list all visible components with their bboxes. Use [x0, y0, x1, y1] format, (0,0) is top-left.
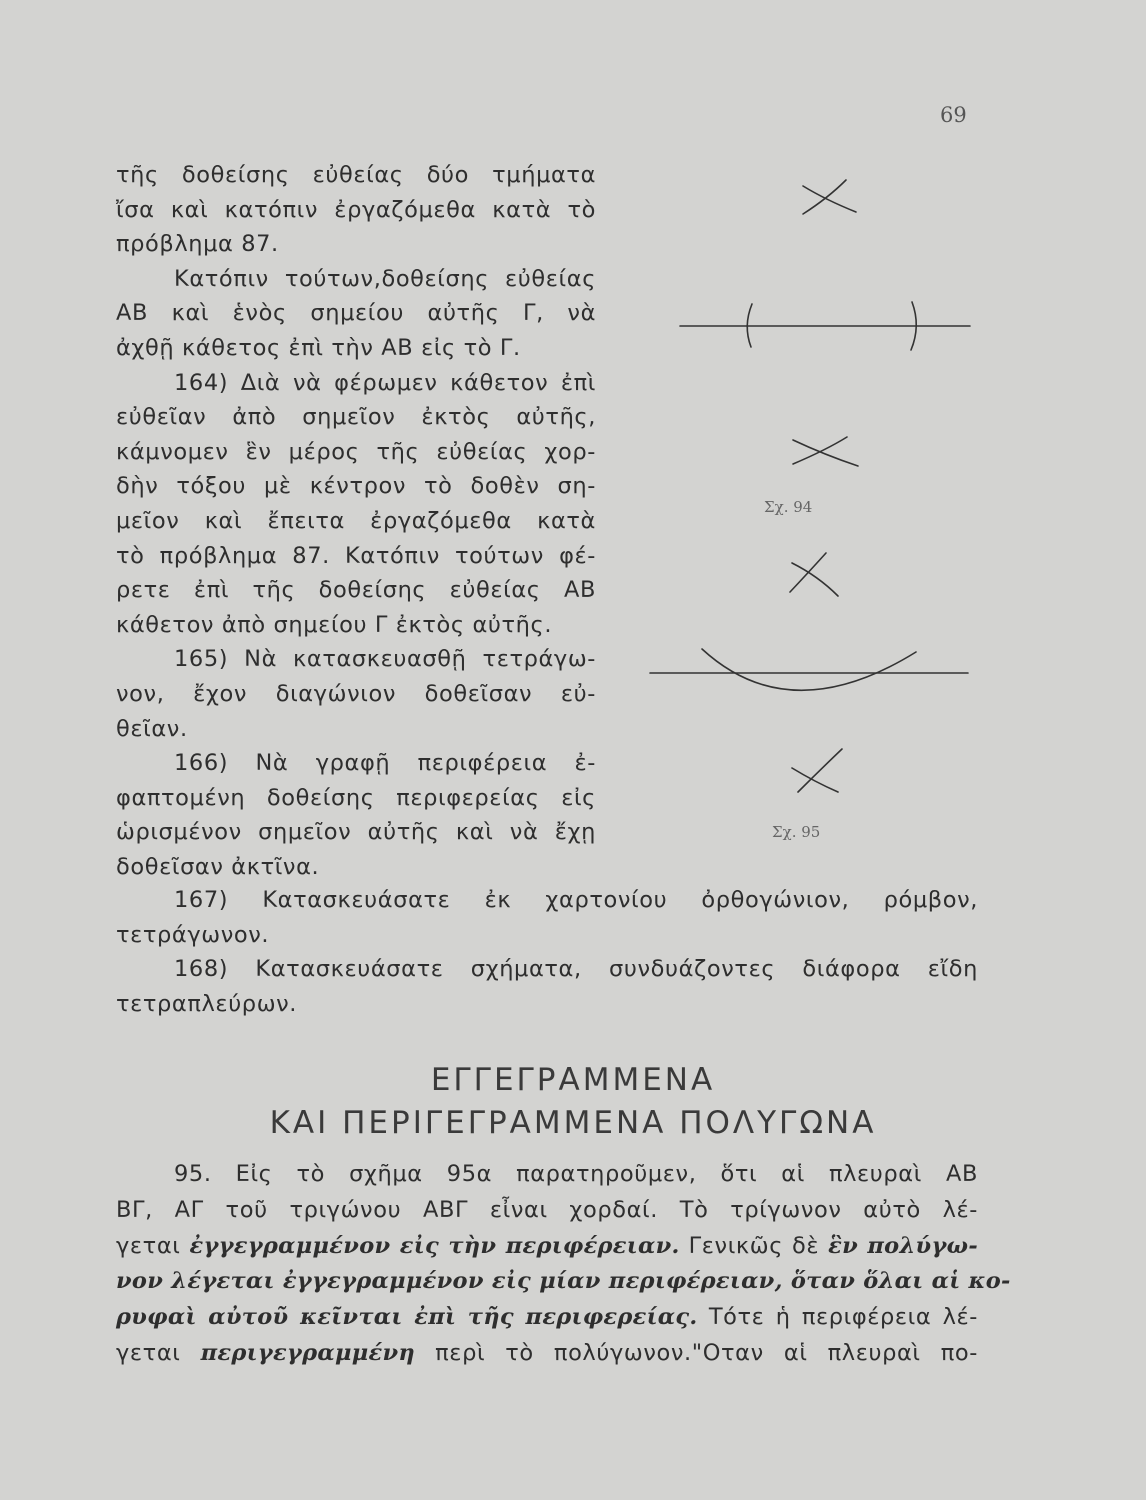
arc-cross-lower	[792, 749, 842, 792]
text-line: 95. Εἰς τὸ σχῆμα 95α παρατηροῦμεν, ὅτι αἱ πλευραὶ ΑΒ	[174, 1161, 978, 1187]
text-line: μεῖον καὶ ἔπειτα ἐργαζόμεθα κατὰ	[116, 507, 596, 534]
text-line: ἀχθῇ κάθετος ἐπὶ τὴν ΑΒ εἰς τὸ Γ.	[116, 334, 521, 361]
text-line: τῆς δοθείσης εὐθείας δύο τμήματα	[116, 162, 596, 188]
text-line	[116, 1300, 978, 1336]
text-line: ἴσα καὶ κατόπιν ἐργαζόμεθα κατὰ τὸ	[116, 196, 596, 223]
text-line: ΒΓ, ΑΓ τοῦ τριγώνου ΑΒΓ εἶναι χορδαί. Τὸ τρίγωνον αὐτὸ λέ-	[116, 1196, 978, 1223]
text-line: νον, ἔχον διαγώνιον δοθεῖσαν εὐ-	[116, 680, 596, 707]
figure-94-caption: Σχ. 94	[764, 498, 813, 516]
text-line: κάθετον ἀπὸ σημείου Γ ἐκτὸς αὐτῆς.	[116, 611, 553, 638]
arc-cross-top	[803, 180, 856, 214]
text-line	[116, 1229, 978, 1265]
text-line: κάμνομεν ἓν μέρος τῆς εὐθείας χορ-	[116, 438, 596, 465]
text-line: 168) Κατασκευάσατε σχήματα, συνδυάζοντες διάφορα εἴδη	[174, 956, 978, 983]
text-line: ρετε ἐπὶ τῆς δοθείσης εὐθείας ΑΒ	[116, 577, 596, 604]
emphasis-text: ρυφαὶ αὐτοῦ κεῖνται ἐπὶ τῆς περιφερείας.	[116, 1304, 698, 1331]
text-run: Γενικῶς δὲ	[679, 1232, 829, 1259]
arc-cross-bottom	[793, 437, 858, 466]
emphasis-line: νον λέγεται ἐγγεγραμμένον εἰς μίαν περιφέρειαν, ὅταν ὅλαι αἱ κο-	[116, 1268, 1011, 1295]
text-line: τετράγωνον.	[116, 921, 270, 948]
text-line	[116, 1336, 978, 1372]
exercise-block	[116, 883, 978, 1021]
emphasis-text: περιγεγραμμένη	[200, 1339, 416, 1366]
text-line: Κατόπιν τούτων,δοθείσης εὐθείας	[174, 265, 596, 292]
section-heading-line1: ΕΓΓΕΓΡΑΜΜΕΝΑ	[430, 1062, 716, 1098]
text-line: 165) Νὰ κατασκευασθῇ τετράγω-	[174, 646, 596, 673]
text-line: φαπτομένη δοθείσης περιφερείας εἰς	[116, 784, 596, 811]
text-line: θεῖαν.	[116, 715, 188, 742]
arc-cross-upper	[790, 553, 838, 596]
text-line: τὸ πρόβλημα 87. Κατόπιν τούτων φέ-	[116, 542, 596, 569]
text-line: δοθεῖσαν ἀκτῖνα.	[116, 853, 320, 880]
page-number: 69	[940, 103, 967, 127]
text-run: γεται	[116, 1232, 190, 1259]
paragraph-95	[116, 1157, 1011, 1372]
text-line: πρόβλημα 87.	[116, 231, 279, 258]
emphasis-text: ἓν πολύγω-	[828, 1232, 978, 1259]
section-heading-line2: ΚΑΙ ΠΕΡΙΓΕΓΡΑΜΜΕΝΑ ΠΟΛΥΓΩΝΑ	[269, 1105, 877, 1141]
text-line: 167) Κατασκευάσατε ἐκ χαρτονίου ὀρθογώνιον, ρόμβον,	[174, 887, 978, 913]
text-run: περὶ τὸ πολύγωνον."Οταν αἱ πλευραὶ πο-	[415, 1339, 978, 1366]
text-line: ΑΒ καὶ ἑνὸς σημείου αὐτῆς Γ, νὰ	[116, 300, 596, 327]
text-line: εὐθεῖαν ἀπὸ σημεῖον ἐκτὸς αὐτῆς,	[116, 404, 596, 431]
emphasis-text: ἐγγεγραμμένον εἰς τὴν περιφέρειαν.	[189, 1232, 680, 1259]
text-line: ὡρισμένον σημεῖον αὐτῆς καὶ νὰ ἔχῃ	[116, 819, 596, 846]
text-line: 164) Διὰ νὰ φέρωμεν κάθετον ἐπὶ	[174, 369, 596, 396]
text-line: 166) Νὰ γραφῇ περιφέρεια ἐ-	[174, 750, 596, 777]
text-line: δὴν τόξου μὲ κέντρον τὸ δοθὲν ση-	[116, 473, 596, 500]
text-run: γεται	[116, 1339, 201, 1366]
text-line: τετραπλεύρων.	[116, 990, 298, 1017]
arc-below	[702, 649, 916, 690]
text-run: Τότε ἡ περιφέρεια λέ-	[697, 1304, 978, 1331]
figure-95-caption: Σχ. 95	[772, 823, 821, 841]
